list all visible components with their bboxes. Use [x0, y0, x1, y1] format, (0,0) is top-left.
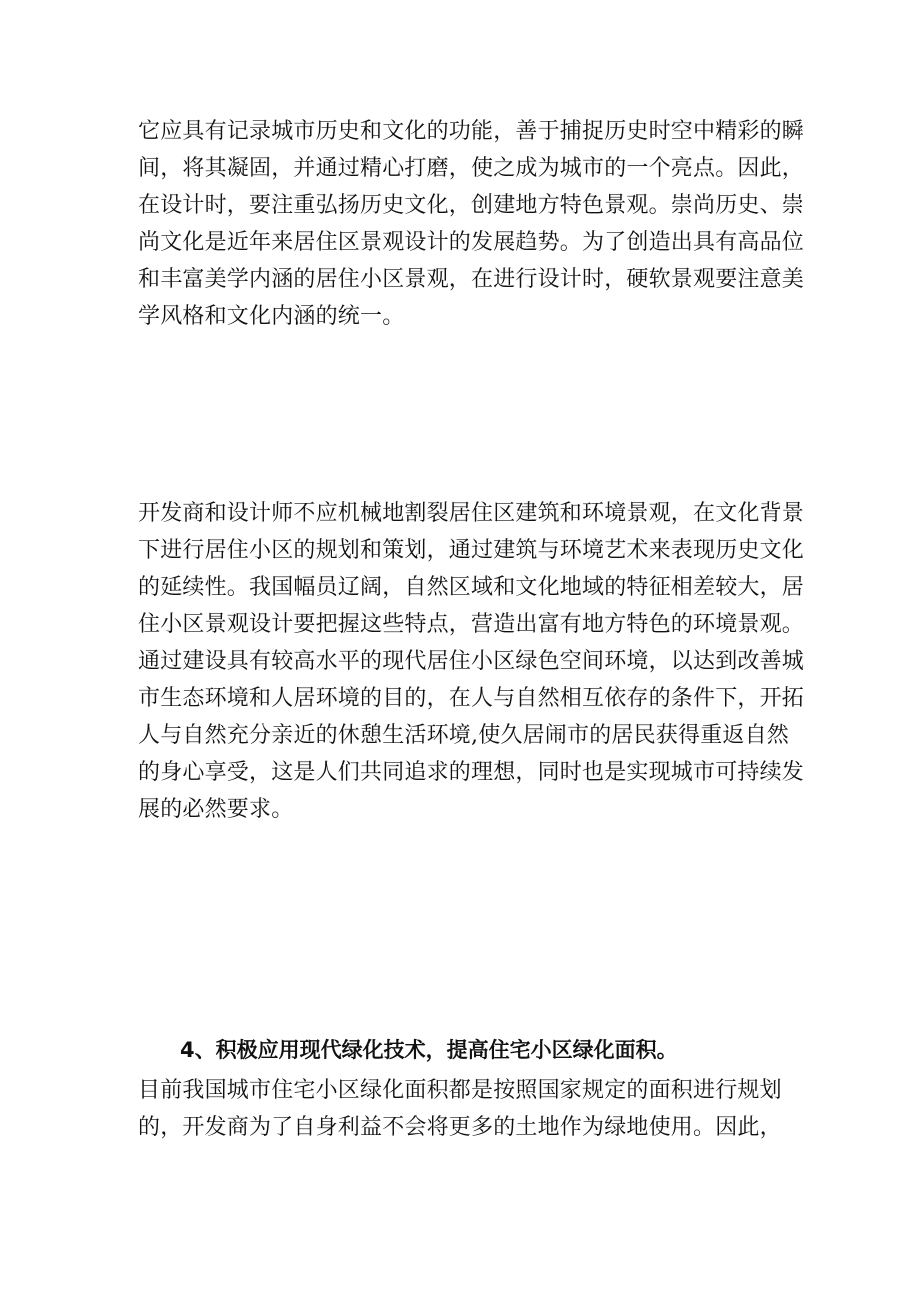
section-heading: 4、积极应用现代绿化技术，提高住宅小区绿化面积。: [180, 1038, 678, 1062]
text-line: 学风格和文化内涵的统一。: [138, 304, 405, 329]
text-line: 市生态环境和人居环境的目的，在人与自然相互依存的条件下，开拓: [138, 686, 805, 711]
text-line: 开发商和设计师不应机械地割裂居住区建筑和环境景观，在文化背景: [138, 501, 805, 526]
text-line: 通过建设具有较高水平的现代居住小区绿色空间环境，以达到改善城: [138, 649, 805, 674]
text-line: 人与自然充分亲近的休憩生活环境,使久居闹市的居民获得重返自然: [138, 723, 789, 748]
paragraph-history-culture: [138, 113, 805, 335]
paragraph-green-area: [138, 1072, 788, 1146]
text-line: 间，将其凝固，并通过精心打磨，使之成为城市的一个亮点。因此，: [138, 156, 805, 181]
text-line: 的身心享受，这是人们共同追求的理想，同时也是实现城市可持续发: [138, 760, 805, 785]
text-line: 的延续性。我国幅员辽阔，自然区域和文化地域的特征相差较大，居: [138, 575, 805, 600]
text-line: 展的必然要求。: [138, 797, 294, 822]
text-line: 的，开发商为了自身利益不会将更多的土地作为绿地使用。因此，: [138, 1115, 782, 1140]
text-line: 在设计时，要注重弘扬历史文化，创建地方特色景观。崇尚历史、崇: [138, 193, 805, 218]
text-line: 目前我国城市住宅小区绿化面积都是按照国家规定的面积进行规划: [138, 1078, 782, 1103]
text-line: 住小区景观设计要把握这些特点，营造出富有地方特色的环境景观。: [138, 612, 805, 637]
paragraph-developers-designers: [138, 495, 805, 828]
text-line: 它应具有记录城市历史和文化的功能，善于捕捉历史时空中精彩的瞬: [138, 119, 805, 144]
text-line: 下进行居住小区的规划和策划，通过建筑与环境艺术来表现历史文化: [138, 538, 805, 563]
text-line: 和丰富美学内涵的居住小区景观，在进行设计时，硬软景观要注意美: [138, 267, 805, 292]
text-line: 尚文化是近年来居住区景观设计的发展趋势。为了创造出具有高品位: [138, 230, 805, 255]
